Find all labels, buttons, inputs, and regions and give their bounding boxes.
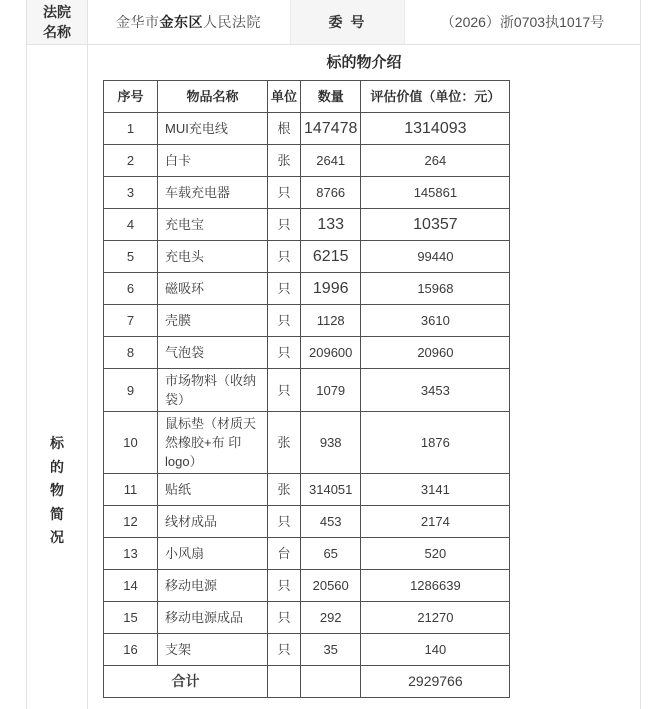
cell-unit: 只 [268, 570, 301, 602]
subject-brief-vertical-label: 标的物简况 [50, 435, 64, 545]
cell-unit: 只 [268, 273, 301, 305]
cell-unit: 台 [268, 538, 301, 570]
cell-qty: 1079 [301, 369, 361, 412]
cell-no: 12 [104, 506, 158, 538]
table-row [104, 412, 510, 474]
total-qty-cell-empty [301, 666, 361, 698]
cell-value: 1314093 [361, 113, 510, 145]
total-value-cell: 2929766 [361, 666, 510, 698]
cell-name: 磁吸环 [158, 273, 268, 305]
cell-qty: 35 [301, 634, 361, 666]
cell-value: 3453 [361, 369, 510, 412]
case-number-value-cell [405, 0, 640, 44]
cell-unit: 只 [268, 634, 301, 666]
cell-value: 10357 [361, 209, 510, 241]
table-row [104, 273, 510, 305]
cell-qty: 65 [301, 538, 361, 570]
cell-qty: 133 [301, 209, 361, 241]
cell-value: 520 [361, 538, 510, 570]
cell-value: 1286639 [361, 570, 510, 602]
cell-name: 移动电源 [158, 570, 268, 602]
column-header-name: 物品名称 [158, 81, 268, 113]
cell-name: 白卡 [158, 145, 268, 177]
cell-qty: 292 [301, 602, 361, 634]
total-unit-cell-empty [268, 666, 301, 698]
cell-name: 移动电源成品 [158, 602, 268, 634]
cell-no: 15 [104, 602, 158, 634]
cell-unit: 只 [268, 177, 301, 209]
items-table-header-row [104, 81, 510, 113]
cell-unit: 张 [268, 474, 301, 506]
total-row [104, 666, 510, 698]
total-label-cell: 合计 [104, 666, 268, 698]
table-row [104, 634, 510, 666]
cell-qty: 1996 [301, 273, 361, 305]
cell-value: 264 [361, 145, 510, 177]
table-row [104, 474, 510, 506]
document-header-row [27, 0, 640, 45]
cell-unit: 张 [268, 412, 301, 474]
court-name-suffix: 人民法院 [203, 14, 261, 30]
cell-value: 15968 [361, 273, 510, 305]
subject-brief-side-label-cell [27, 432, 87, 550]
section-title: 标的物介绍 [326, 54, 402, 71]
court-name-label-cell [27, 0, 87, 44]
cell-name: 贴纸 [158, 474, 268, 506]
cell-qty: 147478 [301, 113, 361, 145]
cell-unit: 根 [268, 113, 301, 145]
cell-unit: 只 [268, 369, 301, 412]
table-row [104, 538, 510, 570]
table-row [104, 145, 510, 177]
cell-no: 10 [104, 412, 158, 474]
cell-qty: 6215 [301, 241, 361, 273]
cell-qty: 314051 [301, 474, 361, 506]
case-number-label-cell [290, 0, 405, 44]
cell-no: 16 [104, 634, 158, 666]
cell-no: 8 [104, 337, 158, 369]
cell-qty: 8766 [301, 177, 361, 209]
court-name-value-cell [87, 0, 290, 44]
table-row [104, 602, 510, 634]
items-table-body [104, 113, 510, 666]
outer-table-label-column-border [87, 0, 88, 709]
column-header-value: 评估价值（单位：元） [361, 81, 510, 113]
cell-no: 3 [104, 177, 158, 209]
cell-unit: 只 [268, 602, 301, 634]
table-row [104, 570, 510, 602]
court-name-prefix: 金华市 [116, 14, 160, 30]
cell-unit: 张 [268, 145, 301, 177]
cell-value: 21270 [361, 602, 510, 634]
outer-table-right-border [640, 0, 641, 709]
table-row [104, 305, 510, 337]
case-number-value: （2026）浙0703执1017号 [440, 14, 605, 30]
cell-value: 20960 [361, 337, 510, 369]
cell-unit: 只 [268, 305, 301, 337]
cell-name: 壳膜 [158, 305, 268, 337]
column-header-no: 序号 [104, 81, 158, 113]
cell-name: 充电头 [158, 241, 268, 273]
cell-no: 7 [104, 305, 158, 337]
cell-no: 1 [104, 113, 158, 145]
case-number-label: 委 号 [328, 14, 367, 30]
items-table [103, 80, 510, 698]
cell-no: 2 [104, 145, 158, 177]
cell-name: 充电宝 [158, 209, 268, 241]
cell-qty: 20560 [301, 570, 361, 602]
cell-name: 市场物料（收纳袋） [158, 369, 268, 412]
cell-value: 2174 [361, 506, 510, 538]
table-row [104, 113, 510, 145]
column-header-unit: 单位 [268, 81, 301, 113]
cell-value: 99440 [361, 241, 510, 273]
cell-value: 3610 [361, 305, 510, 337]
cell-qty: 2641 [301, 145, 361, 177]
cell-name: 小风扇 [158, 538, 268, 570]
cell-no: 9 [104, 369, 158, 412]
cell-name: 气泡袋 [158, 337, 268, 369]
cell-no: 6 [104, 273, 158, 305]
cell-value: 1876 [361, 412, 510, 474]
cell-unit: 只 [268, 209, 301, 241]
cell-no: 5 [104, 241, 158, 273]
cell-qty: 209600 [301, 337, 361, 369]
table-row [104, 209, 510, 241]
cell-unit: 只 [268, 337, 301, 369]
cell-name: 鼠标垫（材质天然橡胶+布 印logo） [158, 412, 268, 474]
court-name-label: 法院名称 [43, 4, 71, 40]
cell-no: 4 [104, 209, 158, 241]
cell-name: 支架 [158, 634, 268, 666]
column-header-qty: 数量 [301, 81, 361, 113]
cell-value: 140 [361, 634, 510, 666]
table-row [104, 506, 510, 538]
cell-no: 13 [104, 538, 158, 570]
cell-qty: 453 [301, 506, 361, 538]
cell-no: 11 [104, 474, 158, 506]
cell-name: MUI充电线 [158, 113, 268, 145]
table-row [104, 369, 510, 412]
outer-table-left-border [26, 0, 27, 709]
court-name-bold: 金东区 [159, 14, 203, 30]
table-row [104, 337, 510, 369]
table-row [104, 241, 510, 273]
cell-qty: 938 [301, 412, 361, 474]
cell-no: 14 [104, 570, 158, 602]
cell-unit: 只 [268, 241, 301, 273]
cell-name: 线材成品 [158, 506, 268, 538]
cell-value: 3141 [361, 474, 510, 506]
cell-name: 车载充电器 [158, 177, 268, 209]
cell-qty: 1128 [301, 305, 361, 337]
cell-unit: 只 [268, 506, 301, 538]
table-row [104, 177, 510, 209]
cell-value: 145861 [361, 177, 510, 209]
